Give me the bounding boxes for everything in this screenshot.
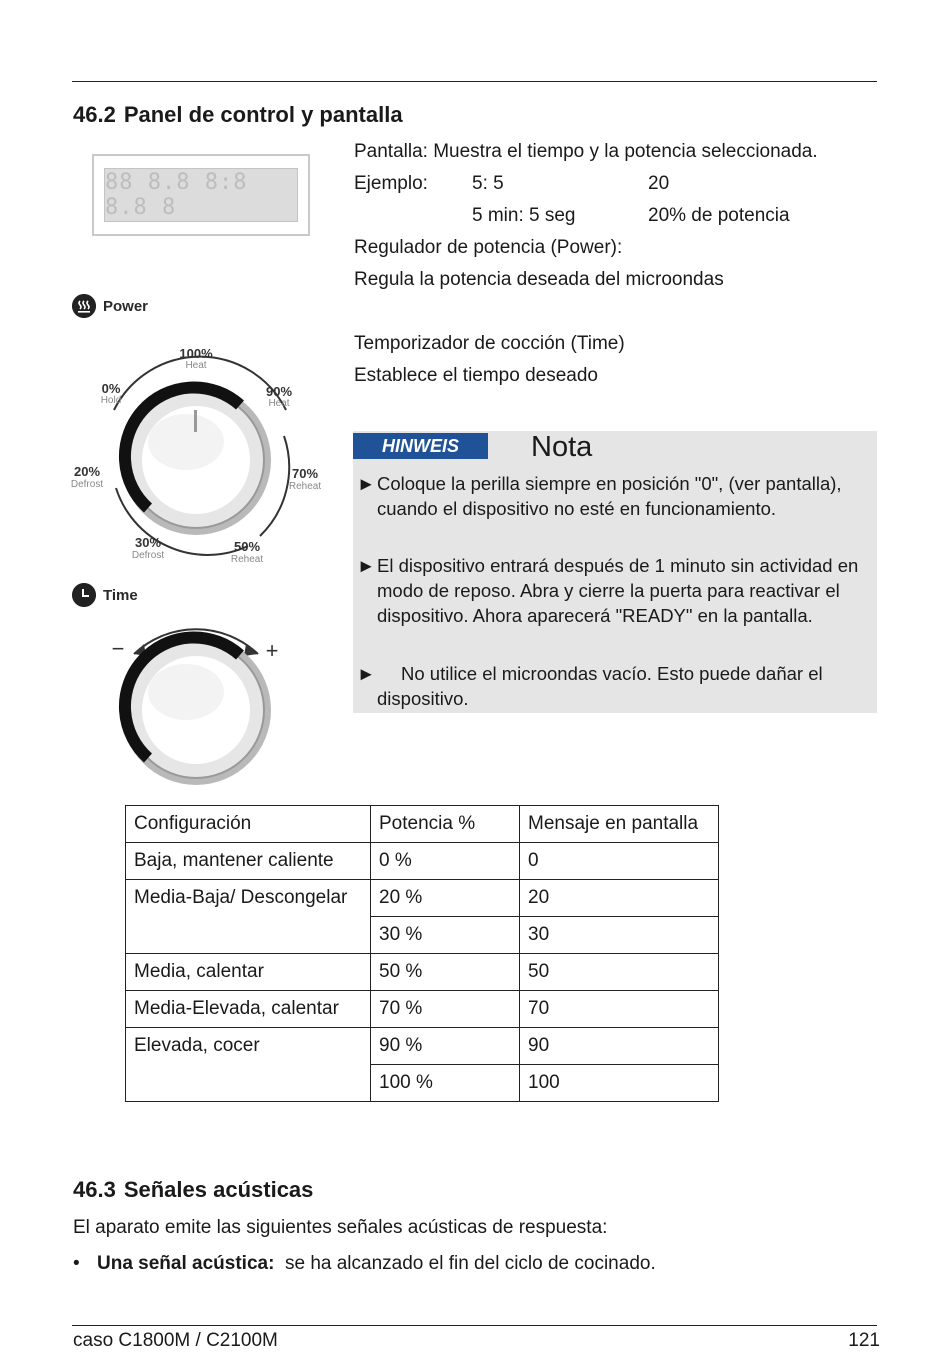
bullet-icon: • (73, 1253, 80, 1274)
example-meaning-2: 20% de potencia (648, 205, 790, 226)
table-cell: Media-Elevada, calentar (126, 991, 371, 1028)
dial-mark-70: 70% (291, 466, 319, 481)
power-settings-table (125, 805, 719, 1102)
dial-sub-90: Heat (268, 398, 290, 409)
note-item-text: No utilice el microondas vacío. Esto puede dañar el dispositivo. (377, 663, 823, 709)
arrow-icon: ► (357, 663, 376, 684)
table-cell: 0 (520, 843, 719, 880)
page-number: 121 (848, 1330, 880, 1351)
section-title: Panel de control y pantalla (123, 102, 403, 127)
table-cell: 30 % (371, 917, 520, 954)
time-minus-icon: − (111, 636, 125, 661)
table-cell: 50 (520, 954, 719, 991)
dial-mark-90: 90% (265, 384, 293, 399)
dial-mark-20: 20% (73, 464, 101, 479)
table-cell: 70 % (371, 991, 520, 1028)
dial-sub-50: Reheat (230, 554, 264, 565)
display-panel-illustration (92, 154, 310, 236)
table-cell: 100 (520, 1065, 719, 1102)
note-item-text: El dispositivo entrará después de 1 minuto sin actividad en modo de reposo. Abra y cierre la puerta para reactivar el dispositivo. Ahora aparecerá "READY" en la pantalla. (377, 555, 859, 626)
dial-sub-70: Reheat (288, 481, 322, 492)
power-dial (60, 340, 340, 570)
section-heading-46-2 (73, 102, 403, 128)
header-cell: Potencia % (371, 806, 520, 843)
section-number: 46.3 (73, 1177, 116, 1202)
table-cell: Media, calentar (126, 954, 371, 991)
table-header-row (126, 806, 719, 843)
time-label-text: Time (103, 586, 138, 604)
table-cell: 70 (520, 991, 719, 1028)
time-dial (60, 618, 340, 788)
table-cell: 20 % (371, 880, 520, 917)
table-cell: 20 (520, 880, 719, 917)
power-label-text: Power (103, 297, 149, 315)
table-cell: 90 % (371, 1028, 520, 1065)
table-cell: 0 % (371, 843, 520, 880)
section-number: 46.2 (73, 102, 116, 127)
example-meaning-1: 5 min: 5 seg (472, 205, 576, 226)
dial-sub-30: Defrost (131, 550, 165, 561)
header-cell: Configuración (126, 806, 371, 843)
power-regulator-desc: Regula la potencia deseada del microondas (354, 269, 724, 290)
dial-sub-0: Hold (100, 395, 122, 406)
table-row (126, 880, 719, 917)
power-label (72, 294, 148, 318)
acoustic-item (97, 1253, 656, 1275)
dial-mark-0: 0% (101, 381, 121, 396)
note-item-3 (357, 661, 872, 711)
table-cell: Elevada, cocer (126, 1028, 371, 1102)
example-label: Ejemplo: (354, 173, 428, 194)
header-cell: Mensaje en pantalla (520, 806, 719, 843)
dial-sub-20: Defrost (70, 479, 104, 490)
table-row (126, 843, 719, 880)
note-title: Nota (531, 431, 593, 463)
table-cell: 50 % (371, 954, 520, 991)
top-rule (72, 81, 877, 82)
note-item-2 (357, 553, 872, 628)
note-item-1 (357, 471, 872, 521)
hinweis-badge: HINWEIS (353, 433, 488, 459)
time-label (72, 583, 138, 607)
dial-mark-50: 50% (233, 539, 261, 554)
timer-desc: Establece el tiempo deseado (354, 365, 598, 386)
table-row (126, 1028, 719, 1065)
time-plus-icon: + (265, 638, 279, 663)
table-row (126, 954, 719, 991)
section-title: Señales acústicas (123, 1177, 314, 1202)
table-cell: Baja, mantener caliente (126, 843, 371, 880)
acoustic-intro: El aparato emite las siguientes señales acústicas de respuesta: (73, 1217, 608, 1238)
table-cell: Media-Baja/ Descongelar (126, 880, 371, 954)
note-box (353, 431, 877, 713)
acoustic-item-text: se ha alcanzado el fin del ciclo de cocinado. (284, 1253, 656, 1274)
note-item-text: Coloque la perilla siempre en posición "0", (ver pantalla), cuando el dispositivo no esté en funcionamiento. (377, 473, 842, 519)
example-value-1: 5: 5 (472, 173, 504, 194)
section-heading-46-3 (73, 1177, 313, 1203)
arrow-icon: ► (357, 473, 376, 494)
dial-mark-30: 30% (134, 535, 162, 550)
acoustic-item-label: Una señal acústica: (97, 1253, 275, 1274)
dial-mark-100: 100% (179, 346, 213, 361)
power-heat-icon (72, 294, 96, 318)
table-cell: 100 % (371, 1065, 520, 1102)
dial-sub-100: Heat (185, 360, 207, 371)
power-regulator-title: Regulador de potencia (Power): (354, 237, 623, 258)
table-cell: 90 (520, 1028, 719, 1065)
arrow-icon: ► (357, 555, 376, 576)
clock-icon (72, 583, 96, 607)
display-segments: 88 8.8 8:8 8.8 8 (104, 168, 298, 222)
display-description: Pantalla: Muestra el tiempo y la potencia seleccionada. (354, 141, 818, 162)
footer-model: caso C1800M / C2100M (73, 1330, 278, 1351)
table-row (126, 991, 719, 1028)
footer-rule (72, 1325, 877, 1326)
timer-title: Temporizador de cocción (Time) (354, 333, 625, 354)
example-value-2: 20 (648, 173, 670, 194)
table-cell: 30 (520, 917, 719, 954)
